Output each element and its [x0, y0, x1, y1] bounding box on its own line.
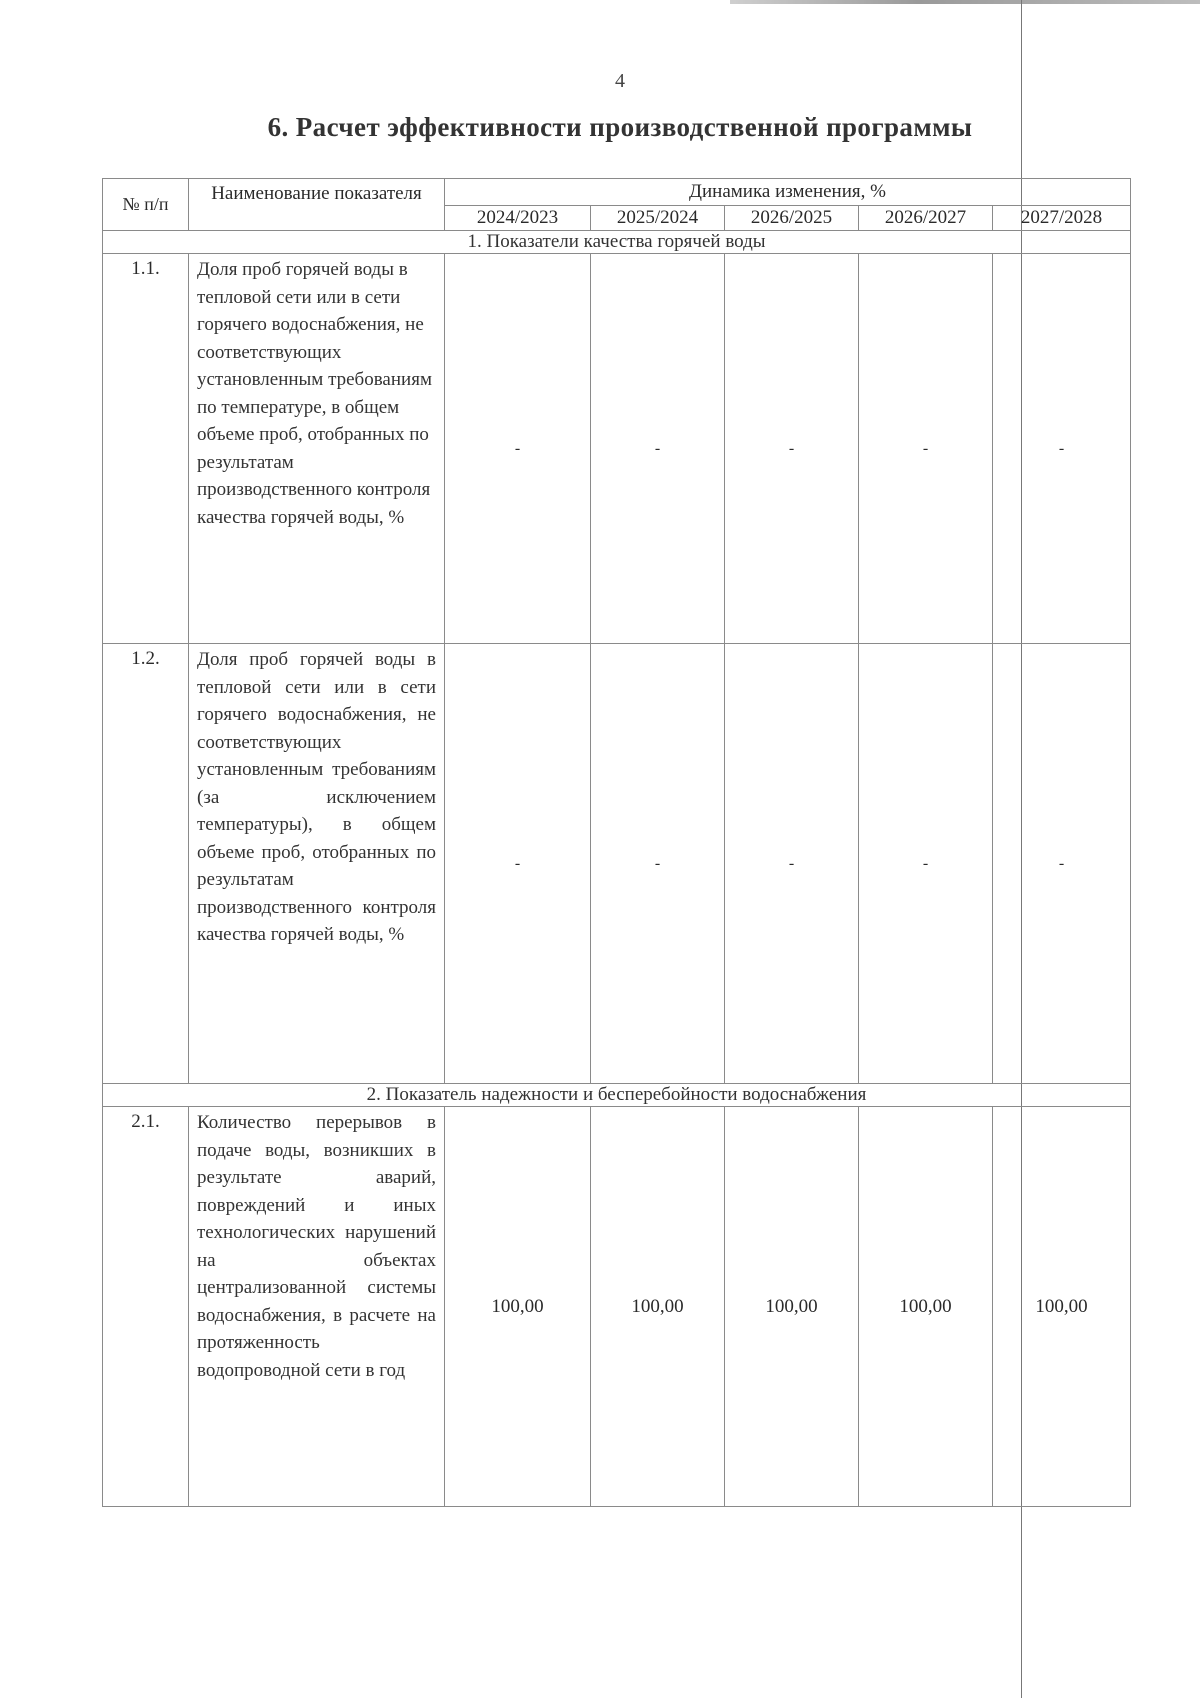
row-indicator-name: Доля проб горячей воды в тепловой сети или в сети горячего водоснабжения, не соответствующих установленным требованиям (за исключением температуры), в общем объеме проб, отобранных по результатам производственного контроля качества горячей воды, %	[189, 644, 445, 1084]
row-value: 100,00	[591, 1107, 725, 1507]
section-row	[103, 231, 1131, 254]
row-number: 1.1.	[103, 254, 189, 644]
row-value: -	[725, 254, 859, 644]
header-year-5: 2027/2028	[993, 206, 1131, 231]
row-value: -	[591, 644, 725, 1084]
header-number: № п/п	[103, 179, 189, 231]
row-value: 100,00	[725, 1107, 859, 1507]
row-number: 2.1.	[103, 1107, 189, 1507]
row-value: -	[993, 644, 1131, 1084]
header-year-4: 2026/2027	[859, 206, 993, 231]
header-dynamics: Динамика изменения, %	[445, 179, 1131, 206]
row-number: 1.2.	[103, 644, 189, 1084]
row-value: -	[445, 254, 591, 644]
section-row	[103, 1084, 1131, 1107]
scan-edge-mark	[730, 0, 1200, 4]
header-year-3: 2026/2025	[725, 206, 859, 231]
table-row	[103, 1107, 1131, 1507]
row-value: -	[993, 254, 1131, 644]
row-value: -	[859, 254, 993, 644]
table-row	[103, 254, 1131, 644]
section-title: 2. Показатель надежности и бесперебойности водоснабжения	[103, 1084, 1131, 1107]
section-title: 1. Показатели качества горячей воды	[103, 231, 1131, 254]
efficiency-table	[102, 178, 1131, 1507]
row-value: 100,00	[859, 1107, 993, 1507]
header-year-1: 2024/2023	[445, 206, 591, 231]
table-row	[103, 644, 1131, 1084]
document-title: 6. Расчет эффективности производственной программы	[267, 112, 973, 142]
row-value: 100,00	[993, 1107, 1131, 1507]
header-row-top	[103, 179, 1131, 206]
row-value: -	[591, 254, 725, 644]
row-indicator-name: Количество перерывов в подаче воды, возникших в результате аварий, повреждений и иных технологических нарушений на объектах централизованной системы водоснабжения, в расчете на протяженность водопроводной сети в год	[189, 1107, 445, 1507]
row-value: 100,00	[445, 1107, 591, 1507]
row-value: -	[725, 644, 859, 1084]
row-value: -	[445, 644, 591, 1084]
row-value: -	[859, 644, 993, 1084]
page-number: 4	[615, 70, 625, 92]
header-indicator-name: Наименование показателя	[189, 179, 445, 231]
header-year-2: 2025/2024	[591, 206, 725, 231]
row-indicator-name: Доля проб горячей воды в тепловой сети или в сети горячего водоснабжения, не соответствующих установленным требованиям по температуре, в общем объеме проб, отобранных по результатам производственного контроля качества горячей воды, %	[189, 254, 445, 644]
